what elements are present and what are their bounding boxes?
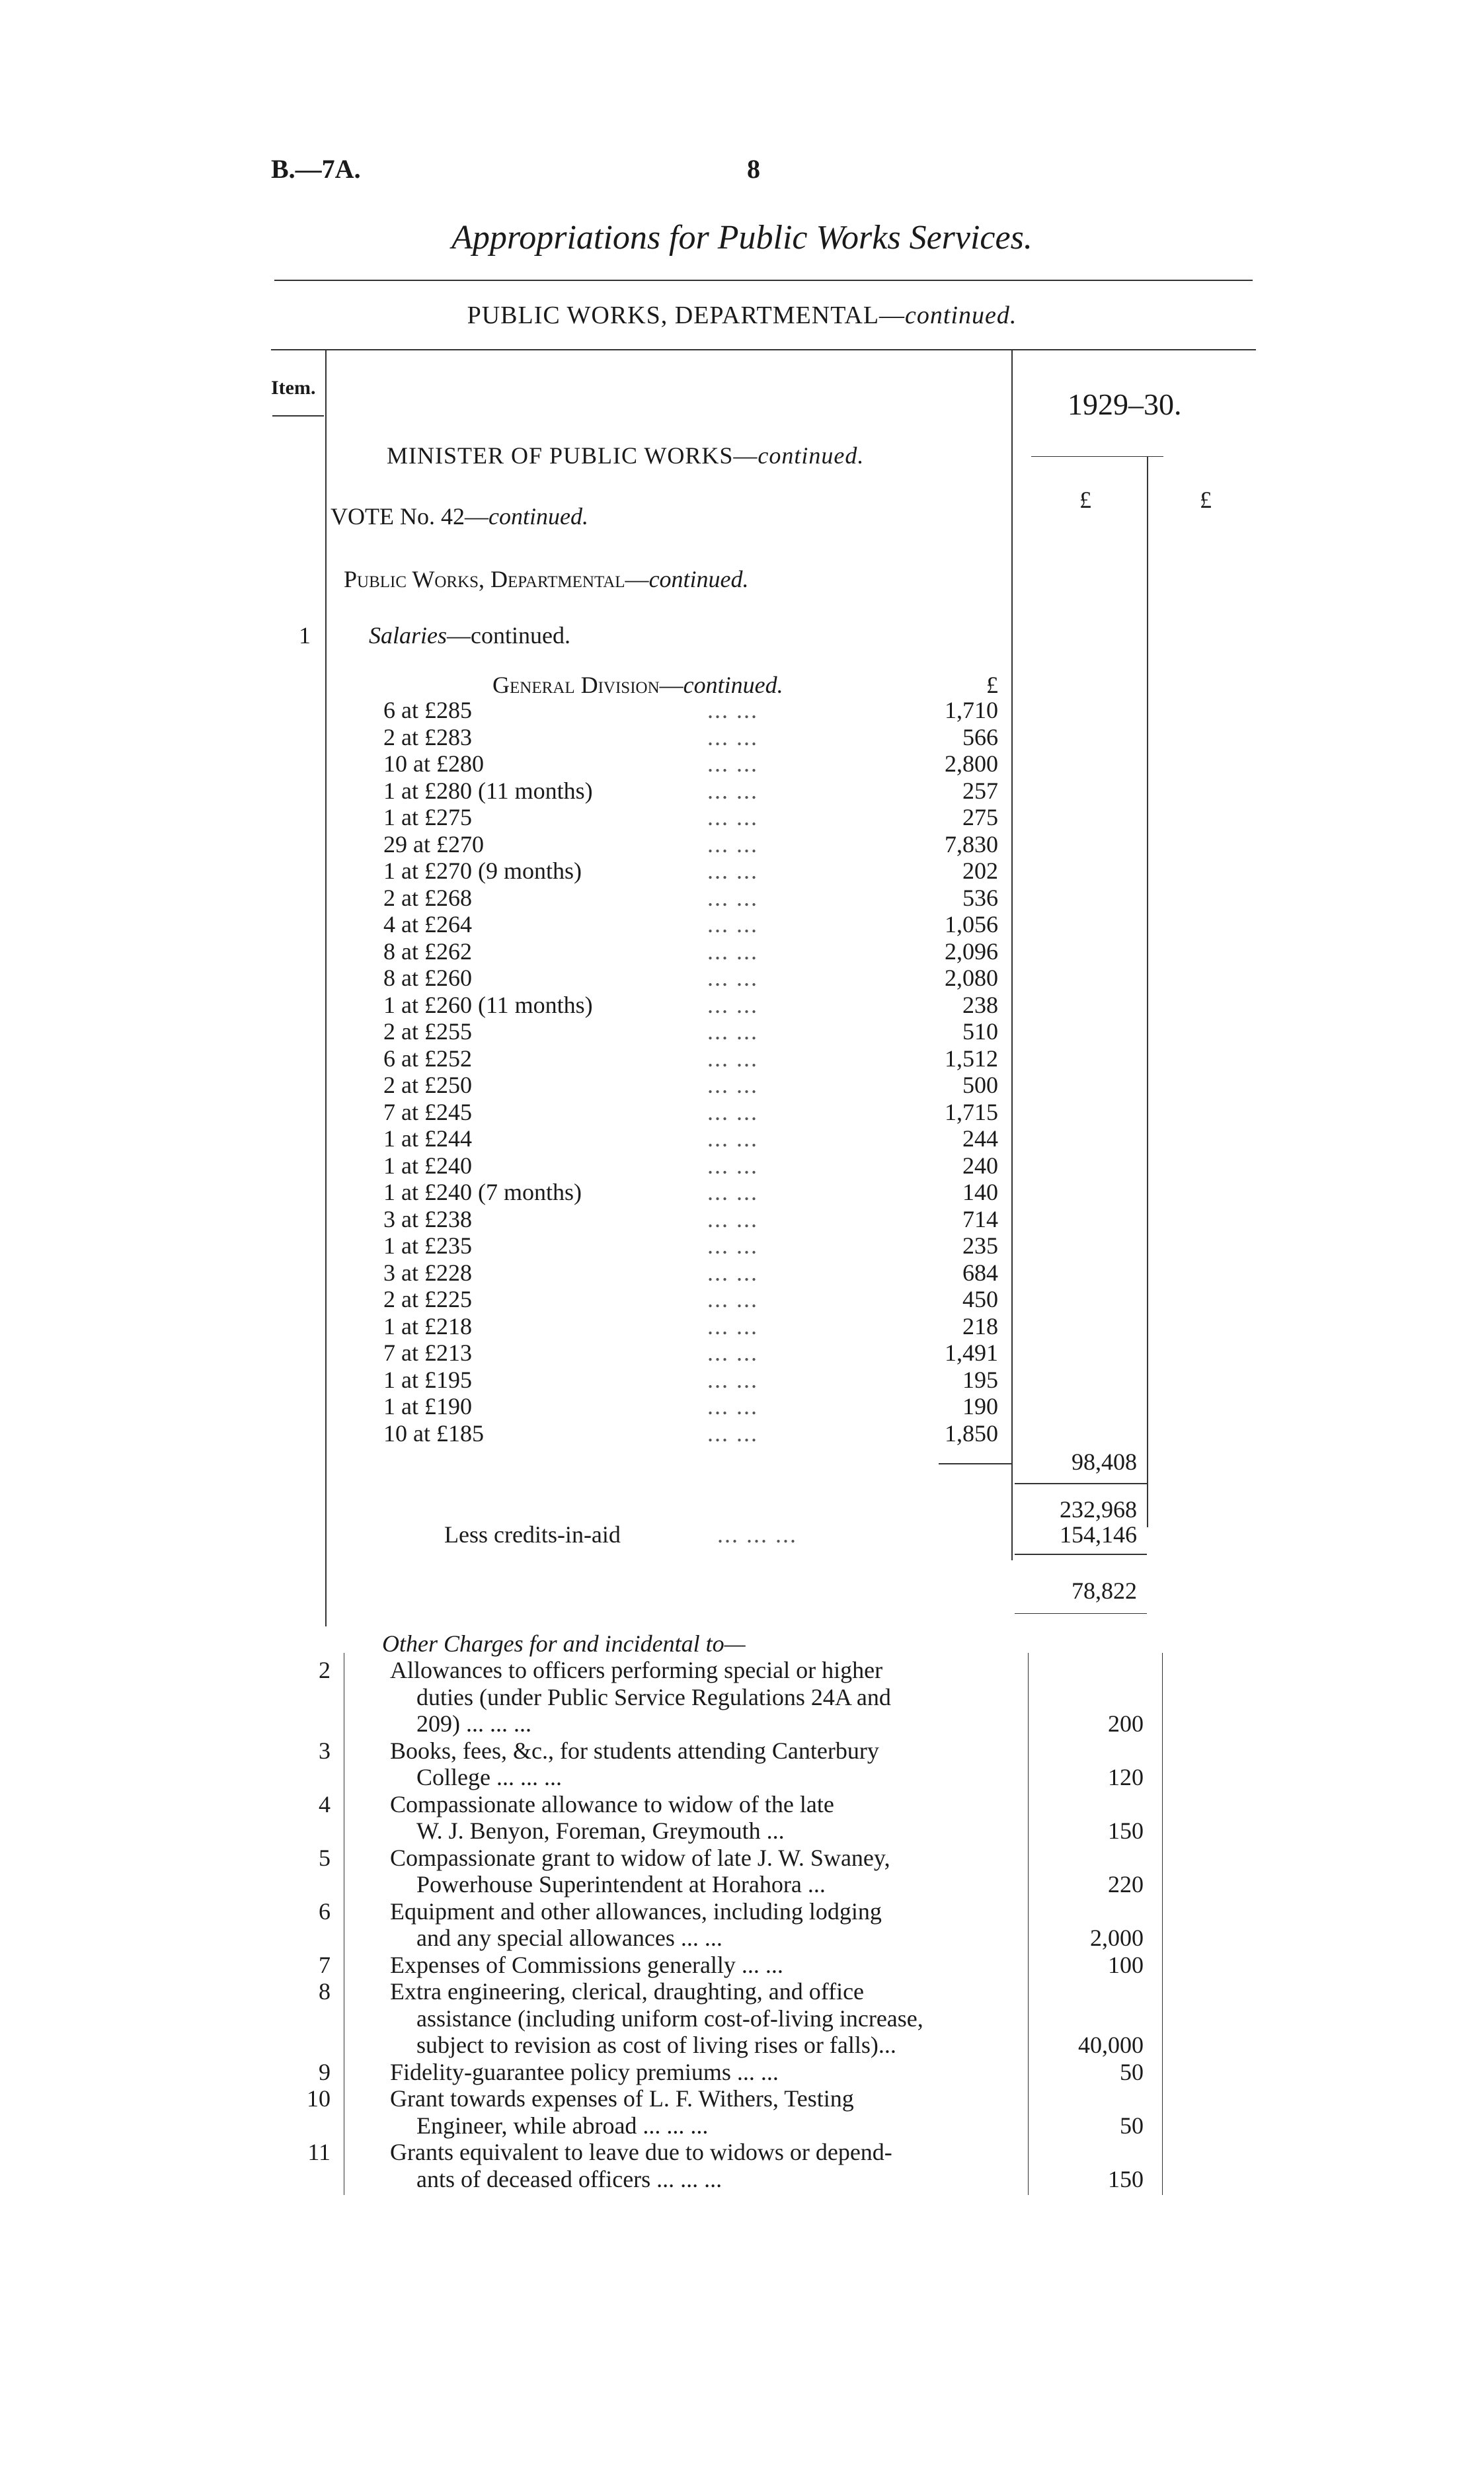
salary-row-amount: 1,710 [945,697,998,723]
charge-amount: 2,000 [1090,1925,1144,1951]
net-rule [1015,1554,1147,1555]
salary-row-label: 3 at £238 [383,1206,472,1232]
charge-amount: 150 [1108,1817,1144,1844]
charge-description-line: Engineer, while abroad ... ... ... [416,2112,709,2139]
leader-dots: ... ... [707,1259,758,1286]
leader-dots: ... ... [707,1367,758,1393]
credits-dots: ... ... ... [717,1521,797,1548]
charge-description-line: Fidelity-guarantee policy premiums ... ... [390,2059,779,2085]
leader-dots: ... ... [707,778,758,804]
leader-dots: ... ... [707,1232,758,1259]
salaries-item-number: 1 [299,622,311,649]
table-top-rule [271,349,1256,350]
salary-row-amount: 510 [962,1018,998,1045]
leader-dots: ... ... [707,804,758,830]
leader-dots: ... ... [707,831,758,858]
charge-description-line: Compassionate allowance to widow of the late [390,1791,834,1817]
salary-row-label: 8 at £260 [383,965,472,991]
salary-row-label: 1 at £244 [383,1125,472,1152]
leader-dots: ... ... [707,1099,758,1125]
salary-row-amount: 240 [962,1152,998,1179]
vote-heading [331,502,588,530]
salary-row-amount: 257 [962,778,998,804]
minister-heading [387,442,864,469]
salary-row-amount: 195 [962,1367,998,1393]
salary-row-amount: 566 [962,724,998,750]
charge-amount: 40,000 [1078,2032,1144,2058]
leader-dots: ... ... [707,1125,758,1152]
charge-amount: 150 [1108,2166,1144,2192]
charge-description-line: College ... ... ... [416,1764,562,1790]
leader-dots: ... ... [707,965,758,991]
salary-row-label: 1 at £275 [383,804,472,830]
salary-row-label: 1 at £240 [383,1152,472,1179]
salary-row-label: 2 at £268 [383,885,472,911]
net-amount: 78,822 [1072,1577,1137,1604]
charge-item-number: 11 [307,2139,331,2165]
leader-dots: ... ... [707,1286,758,1312]
subtotal-rule [1015,1483,1147,1484]
pound-header-2: £ [1200,487,1212,513]
salaries-continued: —continued. [447,622,570,649]
other-charges-heading: Other Charges for and incidental to— [382,1630,746,1657]
total-amount: 232,968 [1060,1496,1137,1523]
charge-description-line: Grants equivalent to leave due to widows or depend- [390,2139,892,2165]
charge-amount: 50 [1120,2059,1144,2085]
charge-amount: 50 [1120,2112,1144,2139]
salary-row-amount: 1,056 [945,911,998,938]
charge-item-number: 10 [307,2085,331,2112]
pwd-main: Public Works, Departmental— [344,566,649,592]
charge-amount: 200 [1108,1710,1144,1737]
salary-row-amount: 7,830 [945,831,998,858]
leader-dots: ... ... [707,858,758,884]
general-main: General Division— [492,672,683,698]
minister-main: MINISTER OF PUBLIC WORKS— [387,442,758,469]
charge-description-line: Extra engineering, clerical, draughting, and office [390,1978,865,2005]
subtitle-main: PUBLIC WORKS, DEPARTMENTAL— [467,301,906,329]
minister-continued: continued. [758,442,865,469]
charge-description-line: Powerhouse Superintendent at Horahora ... [416,1871,826,1897]
pwd-continued: continued. [648,566,749,592]
salary-row-amount: 1,715 [945,1099,998,1125]
charge-description-line: Allowances to officers performing special or higher [390,1657,883,1683]
charge-item-number: 5 [319,1845,331,1871]
salary-row-amount: 714 [962,1206,998,1232]
salary-row-amount: 2,096 [945,938,998,965]
charge-description-line: Compassionate grant to widow of late J. W. Swaney, [390,1845,890,1871]
leader-dots: ... ... [707,1152,758,1179]
leader-dots: ... ... [707,1179,758,1205]
charge-description-line: assistance (including uniform cost-of-living increase, [416,2005,923,2032]
title-rule [274,280,1253,281]
salary-row-label: 8 at £262 [383,938,472,965]
general-continued: continued. [683,672,783,698]
charge-amount: 120 [1108,1764,1144,1790]
charge-item-number: 2 [319,1657,331,1683]
charge-item-number: 4 [319,1791,331,1817]
salary-row-label: 2 at £255 [383,1018,472,1045]
salary-row-label: 2 at £283 [383,724,472,750]
charge-item-number: 7 [319,1952,331,1978]
charges-amount-line [1162,1653,1163,2195]
page-number: 8 [747,154,760,184]
salary-row-label: 1 at £260 (11 months) [383,992,593,1018]
salary-row-label: 1 at £270 (9 months) [383,858,582,884]
salary-row-amount: 244 [962,1125,998,1152]
salary-row-amount: 500 [962,1072,998,1098]
charges-text-line [1028,1653,1029,2195]
salary-row-label: 7 at £245 [383,1099,472,1125]
salary-row-amount: 190 [962,1393,998,1419]
charge-item-number: 3 [319,1737,331,1764]
leader-dots: ... ... [707,992,758,1018]
charge-description-line: duties (under Public Service Regulations 24A and [416,1684,891,1710]
leader-dots: ... ... [707,1420,758,1447]
salary-row-amount: 1,512 [945,1045,998,1072]
salary-row-amount: 450 [962,1286,998,1312]
salary-row-label: 7 at £213 [383,1339,472,1366]
page-title: Appropriations for Public Works Services. [451,219,1033,257]
charge-description-line: Expenses of Commissions generally ... ... [390,1952,783,1978]
leader-dots: ... ... [707,911,758,938]
item-column-line [325,350,327,1626]
leader-dots: ... ... [707,697,758,723]
salary-row-label: 6 at £285 [383,697,472,723]
year-header: 1929–30. [1068,387,1182,421]
leader-dots: ... ... [707,724,758,750]
section-subtitle [0,301,1484,330]
pwd-heading [344,565,749,593]
salary-row-amount: 140 [962,1179,998,1205]
vote-continued: continued. [488,503,588,530]
charge-item-number: 6 [319,1898,331,1925]
credits-label: Less credits-in-aid [444,1521,621,1548]
general-division-heading [492,671,783,699]
salaries-subtotal: 98,408 [1072,1449,1137,1475]
salary-row-amount: 202 [962,858,998,884]
leader-dots: ... ... [707,1313,758,1339]
second-amount-column-line [1147,456,1148,1527]
salary-row-label: 2 at £225 [383,1286,472,1312]
salary-row-label: 1 at £190 [383,1393,472,1419]
leader-dots: ... ... [707,938,758,965]
salary-row-label: 3 at £228 [383,1259,472,1286]
salary-row-amount: 1,850 [945,1420,998,1447]
leader-dots: ... ... [707,1045,758,1072]
salary-row-label: 10 at £280 [383,750,484,777]
charge-description-line: and any special allowances ... ... [416,1925,722,1951]
charge-item-number: 9 [319,2059,331,2085]
pound-inner-header: £ [986,672,998,698]
salary-row-label: 2 at £250 [383,1072,472,1098]
vote-main: VOTE No. 42— [331,503,488,530]
year-rule [1031,456,1163,457]
salary-row-amount: 275 [962,804,998,830]
credits-amount: 154,146 [1060,1521,1137,1548]
salary-row-label: 1 at £280 (11 months) [383,778,593,804]
salary-row-amount: 536 [962,885,998,911]
salaries-heading [369,621,570,649]
salary-row-label: 1 at £218 [383,1313,472,1339]
salary-row-amount: 218 [962,1313,998,1339]
salary-row-label: 1 at £195 [383,1367,472,1393]
charge-description-line: ants of deceased officers ... ... ... [416,2166,722,2192]
charge-description-line: 209) ... ... ... [416,1710,531,1737]
leader-dots: ... ... [707,750,758,777]
leader-dots: ... ... [707,1206,758,1232]
leader-dots: ... ... [707,1072,758,1098]
salary-row-label: 1 at £235 [383,1232,472,1259]
document-reference: B.—7A. [271,154,361,184]
charge-description-line: Books, fees, &c., for students attending Canterbury [390,1737,879,1764]
subtitle-continued: continued. [905,301,1017,329]
charge-amount: 100 [1108,1952,1144,1978]
amount-column-line [1011,350,1013,1560]
leader-dots: ... ... [707,885,758,911]
salary-row-amount: 684 [962,1259,998,1286]
charge-item-number: 8 [319,1978,331,2005]
salaries-label: Salaries [369,622,448,649]
charge-description-line: Equipment and other allowances, including lodging [390,1898,882,1925]
leader-dots: ... ... [707,1018,758,1045]
salary-row-label: 29 at £270 [383,831,484,858]
charge-description-line: Grant towards expenses of L. F. Withers, Testing [390,2085,854,2112]
salary-row-label: 4 at £264 [383,911,472,938]
salary-row-label: 10 at £185 [383,1420,484,1447]
salary-row-label: 1 at £240 (7 months) [383,1179,582,1205]
salary-row-amount: 2,800 [945,750,998,777]
salary-row-amount: 238 [962,992,998,1018]
salary-subtotal-rule [939,1463,1011,1464]
charge-description-line: W. J. Benyon, Foreman, Greymouth ... [416,1817,785,1844]
item-column-header: Item. [271,377,316,399]
leader-dots: ... ... [707,1339,758,1366]
salary-row-amount: 1,491 [945,1339,998,1366]
salary-row-label: 6 at £252 [383,1045,472,1072]
net-bottom-rule [1015,1613,1147,1614]
charge-amount: 220 [1108,1871,1144,1897]
leader-dots: ... ... [707,1393,758,1419]
item-header-rule [272,415,324,417]
charge-description-line: subject to revision as cost of living rises or falls)... [416,2032,896,2058]
pound-header-1: £ [1079,487,1091,513]
salary-row-amount: 235 [962,1232,998,1259]
salary-row-amount: 2,080 [945,965,998,991]
